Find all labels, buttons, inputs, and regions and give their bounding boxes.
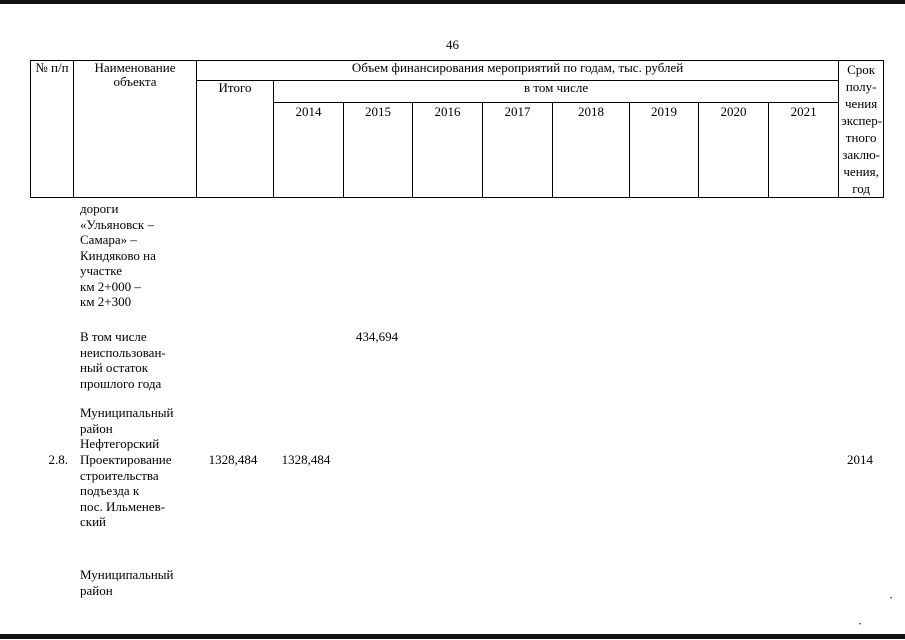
header-year-2015: 2015	[344, 103, 413, 198]
scan-speck: ·	[858, 616, 863, 631]
header-year-2021: 2021	[769, 103, 839, 198]
header-including: в том числе	[274, 81, 839, 103]
object-name-municipal-neftegorsk: Муниципальный район Нефтегорский	[80, 405, 174, 451]
object-name-municipal-next: Муниципальный район	[80, 567, 174, 598]
header-year-2016: 2016	[413, 103, 483, 198]
row-number-2-8: 2.8.	[48, 452, 68, 467]
bottom-border-rule	[0, 634, 905, 639]
header-financing-volume: Объем финансирования мероприятий по годам, тыс. рублей	[197, 61, 839, 81]
header-total: Итого	[197, 81, 274, 198]
page-number: 46	[446, 37, 459, 52]
header-year-2019: 2019	[630, 103, 699, 198]
header-year-2020: 2020	[699, 103, 769, 198]
header-year-2018: 2018	[553, 103, 630, 198]
object-name-item-2-8: Проектирование строительства подъезда к пос. Ильменев- ский	[80, 452, 172, 529]
header-year-2017: 2017	[483, 103, 553, 198]
scan-speck: ·	[889, 590, 894, 605]
object-name-road-continuation: дороги «Ульяновск – Самара» – Киндяково на участке км 2+000 – км 2+300	[80, 201, 156, 309]
value-2015-unused-balance: 434,694	[355, 329, 399, 344]
header-object-name: Наименование объекта	[74, 61, 197, 198]
financing-table-header	[30, 60, 884, 198]
total-item-2-8: 1328,484	[208, 452, 258, 467]
header-year-2014: 2014	[274, 103, 344, 198]
header-expert-deadline: Срок полу-чения экспер-тного заклю-чения, год	[839, 61, 884, 198]
header-number: № п/п	[31, 61, 74, 198]
deadline-item-2-8: 2014	[847, 452, 873, 467]
object-name-unused-balance: В том числе неиспользован- ный остаток прошлого года	[80, 329, 166, 391]
top-border-rule	[0, 0, 905, 4]
value-2014-item-2-8: 1328,484	[281, 452, 331, 467]
